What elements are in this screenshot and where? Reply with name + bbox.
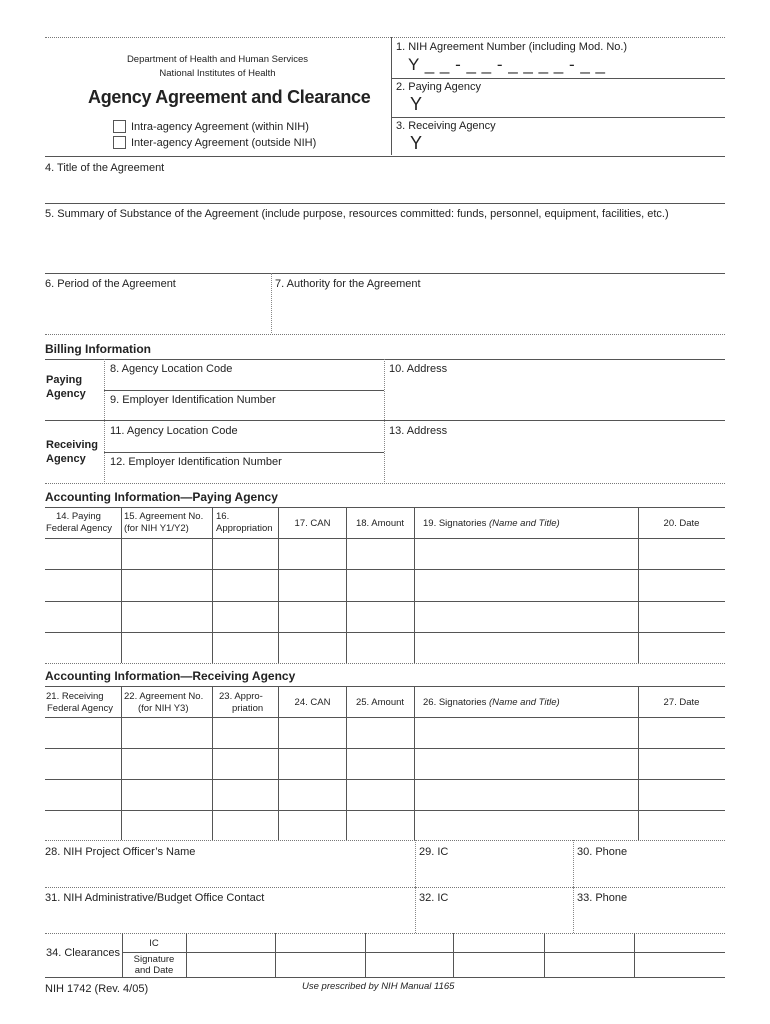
rule [45, 663, 725, 664]
divider [573, 840, 574, 887]
col-divider [414, 507, 415, 663]
rule [45, 810, 725, 811]
col-20: 20. Date [663, 518, 700, 529]
col-divider [212, 686, 213, 840]
col-15-line2: (for NIH Y1/Y2) [124, 523, 189, 534]
col-16-line2: Appropriation [216, 523, 273, 534]
field-31-label: 31. NIH Administrative/Budget Office Contact [45, 892, 265, 904]
divider [544, 933, 545, 977]
col-divider [278, 507, 279, 663]
paying-label-1: Paying [46, 374, 83, 386]
field-29-label: 29. IC [419, 846, 449, 858]
field-7-label: 7. Authority for the Agreement [275, 278, 421, 290]
rule [45, 686, 725, 687]
dept-line1: Department of Health and Human Services [126, 54, 309, 65]
field-12-label: 12. Employer Identification Number [110, 456, 282, 468]
authority-field[interactable] [275, 293, 723, 331]
field-8-label: 8. Agency Location Code [110, 363, 233, 375]
field-6-label: 6. Period of the Agreement [45, 278, 176, 290]
col-25: 25. Amount [355, 697, 405, 708]
right-box-border [391, 37, 392, 155]
divider [573, 887, 574, 933]
col-22-line2: (for NIH Y3) [138, 703, 189, 714]
divider [365, 933, 366, 977]
form-id: NIH 1742 (Rev. 4/05) [45, 983, 149, 995]
rule [45, 507, 725, 508]
dept-line2: National Institutes of Health [159, 68, 276, 79]
rule [45, 840, 725, 841]
rule [45, 203, 725, 204]
inter-agency-label: Inter-agency Agreement (outside NIH) [131, 137, 317, 149]
col-27: 27. Date [663, 697, 700, 708]
intra-agency-checkbox[interactable] [113, 120, 126, 133]
rule [45, 933, 725, 934]
col-18: 18. Amount [355, 518, 405, 529]
rule [45, 569, 725, 570]
top-dotted-rule [45, 37, 725, 38]
col-14-line2: Federal Agency [46, 523, 113, 534]
field-30-label: 30. Phone [577, 846, 628, 858]
ic-label: IC [149, 938, 159, 949]
field-4-label: 4. Title of the Agreement [45, 162, 165, 174]
acct-paying-heading: Accounting Information—Paying Agency [45, 490, 278, 504]
sig-label-2: and Date [134, 965, 174, 976]
rule [45, 632, 725, 633]
col-divider [121, 686, 122, 840]
divider [453, 933, 454, 977]
period-field[interactable] [45, 293, 269, 331]
field-9-label: 9. Employer Identification Number [110, 394, 276, 406]
rule [104, 452, 384, 453]
rule [391, 117, 725, 118]
paying-label-2: Agency [46, 388, 86, 400]
sig-label-1: Signature [133, 954, 175, 965]
inter-agency-checkbox[interactable] [113, 136, 126, 149]
field-34-label: 34. Clearances [46, 947, 120, 959]
col-22-line1: 22. Agreement No. [124, 691, 204, 702]
col-23-line2: priation [232, 703, 264, 714]
col-divider [121, 507, 122, 663]
agreement-number-field[interactable]: Y _ _ - _ _ - _ _ _ _ - _ _ [408, 55, 606, 74]
rule [45, 273, 725, 274]
rule [45, 601, 725, 602]
field-3-label: 3. Receiving Agency [396, 120, 496, 132]
col-21-line2: Federal Agency [47, 703, 114, 714]
col-16-line1: 16. [216, 511, 230, 522]
intra-agency-label: Intra-agency Agreement (within NIH) [131, 121, 309, 133]
title-field[interactable] [45, 176, 725, 200]
divider [634, 933, 635, 977]
col-divider [346, 686, 347, 840]
col-divider [212, 507, 213, 663]
col-26: 26. Signatories (Name and Title) [423, 697, 560, 708]
footer-note: Use prescribed by NIH Manual 1165 [302, 981, 455, 992]
rule [45, 334, 725, 335]
paying-agency-field[interactable]: Y [410, 94, 423, 114]
col-14-line1: 14. Paying [56, 511, 101, 522]
divider [415, 887, 416, 933]
field-32-label: 32. IC [419, 892, 449, 904]
col-divider [414, 686, 415, 840]
field-28-label: 28. NIH Project Officer’s Name [45, 846, 196, 858]
col-24: 24. CAN [294, 697, 331, 708]
divider [186, 933, 187, 977]
col-23-line1: 23. Appro- [219, 691, 263, 702]
field-33-label: 33. Phone [577, 892, 628, 904]
rule [45, 156, 725, 157]
rule [45, 538, 725, 539]
rule [104, 390, 384, 391]
field-1-label: 1. NIH Agreement Number (including Mod. No.) [396, 41, 628, 53]
field-2-label: 2. Paying Agency [396, 81, 482, 93]
divider [275, 933, 276, 977]
rule [45, 483, 725, 484]
field-5-label: 5. Summary of Substance of the Agreement (include purpose, resources committed: funds, personnel, equipment, facilities, etc.) [45, 208, 669, 220]
acct-receiving-heading: Accounting Information—Receiving Agency [45, 669, 296, 683]
field-11-label: 11. Agency Location Code [110, 425, 238, 437]
rule [45, 359, 725, 360]
col-15-line1: 15. Agreement No. [124, 511, 204, 522]
rule [45, 779, 725, 780]
receiving-agency-field[interactable]: Y [410, 133, 423, 153]
rule [45, 420, 725, 421]
rule [45, 717, 725, 718]
col-17: 17. CAN [294, 518, 331, 529]
rule [391, 78, 725, 79]
receiving-label-2: Agency [46, 453, 86, 465]
billing-heading: Billing Information [45, 342, 151, 356]
field-10-label: 10. Address [389, 363, 448, 375]
col-19: 19. Signatories (Name and Title) [423, 518, 560, 529]
divider [415, 840, 416, 887]
summary-field[interactable] [45, 223, 725, 271]
rule [45, 748, 725, 749]
page-title: Agency Agreement and Clearance [88, 87, 371, 107]
col-divider [346, 507, 347, 663]
receiving-label-1: Receiving [46, 439, 98, 451]
rule [45, 887, 725, 888]
field-13-label: 13. Address [389, 425, 448, 437]
divider [271, 273, 272, 333]
col-divider [638, 686, 639, 840]
rule [45, 977, 725, 978]
col-divider [278, 686, 279, 840]
col-divider [638, 507, 639, 663]
col-21-line1: 21. Receiving [46, 691, 104, 702]
